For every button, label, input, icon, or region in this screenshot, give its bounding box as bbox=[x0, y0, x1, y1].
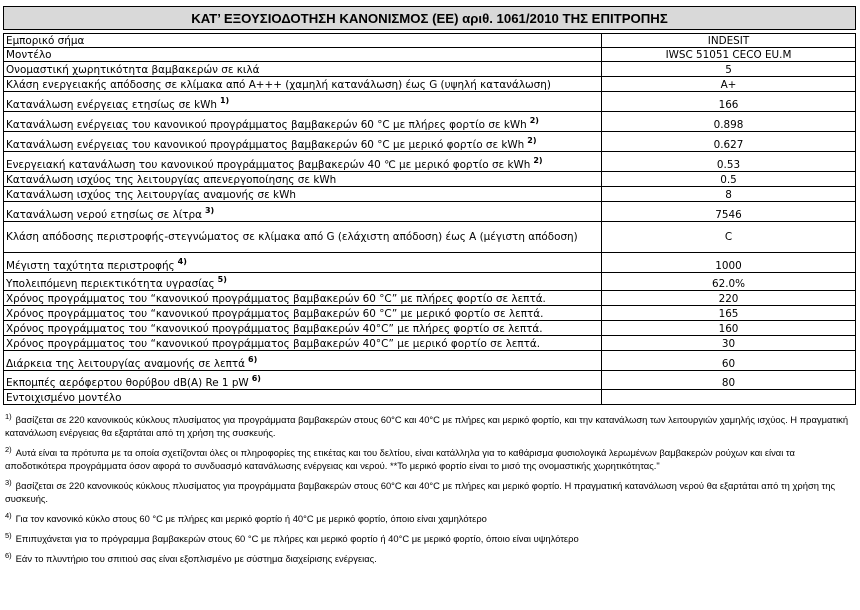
table-row bbox=[4, 62, 856, 77]
row-label-cell bbox=[4, 371, 602, 390]
row-label-cell bbox=[4, 253, 602, 273]
row-label: Ονομαστική χωρητικότητα βαμβακερών σε κιλά bbox=[6, 64, 260, 76]
footnote-text: Επιπυχάνεται για το πρόγραμμα βαμβακερών στους 60 °C με πλήρες και μερικό φορτίο ή 40°C με μερικό φορτίο, όποιο είναι υψηλότερο bbox=[15, 533, 579, 544]
row-label-cell bbox=[4, 336, 602, 351]
row-label: Κατανάλωση νερού ετησίως σε λίτρα bbox=[6, 209, 202, 221]
footnote-ref: 4) bbox=[177, 257, 187, 266]
row-label: Μέγιστη ταχύτητα περιστροφής bbox=[6, 260, 175, 272]
row-value: INDESIT bbox=[602, 34, 856, 48]
footnote-number: 6) bbox=[5, 551, 12, 560]
table-row bbox=[4, 222, 856, 253]
table-row bbox=[4, 202, 856, 222]
row-value: 160 bbox=[602, 321, 856, 336]
table-row bbox=[4, 306, 856, 321]
row-label: Κατανάλωση ενέργειας του κανονικού προγράμματος βαμβακερών 60 °C με μερικό φορτίο σε kWh bbox=[6, 139, 525, 151]
row-label: Εμπορικό σήμα bbox=[6, 35, 85, 47]
table-row bbox=[4, 321, 856, 336]
footnote bbox=[5, 446, 856, 472]
row-value: 8 bbox=[602, 187, 856, 202]
table-row bbox=[4, 172, 856, 187]
row-label: Κλάση απόδοσης περιστροφής-στεγνώματος σε κλίμακα από G (ελάχιστη απόδοση) έως A (μέγιστη απόδοση) bbox=[6, 231, 578, 243]
row-value: 80 bbox=[602, 371, 856, 390]
row-value: 1000 bbox=[602, 253, 856, 273]
table-row bbox=[4, 336, 856, 351]
row-value: 220 bbox=[602, 291, 856, 306]
table-row bbox=[4, 132, 856, 152]
row-label: Χρόνος προγράμματος του “κανονικού προγράμματος βαμβακερών 40°C” με μερικό φορτίο σε λεπτά. bbox=[6, 338, 541, 350]
table-row bbox=[4, 253, 856, 273]
row-label: Διάρκεια της λειτουργίας αναμονής σε λεπτά bbox=[6, 358, 246, 370]
footnote bbox=[5, 532, 856, 545]
footnote-text: Για τον κανονικό κύκλο στους 60 °C με πλήρες και μερικό φορτίο ή 40°C με μερικό φορτίο, όποιο είναι χαμηλότερο bbox=[15, 513, 487, 524]
table-row bbox=[4, 390, 856, 405]
footnote-number: 5) bbox=[5, 531, 12, 540]
footnote-text: βασίζεται σε 220 κανονικούς κύκλους πλυσίματος για προγράμματα βαμβακερών στους 60°C και 40°C με πλήρες και μερικό φορτίο. Η πραγματική κατανάλωση νερού θα εξαρτάται από τη χρήση της συσκευής. bbox=[5, 480, 835, 504]
table-row bbox=[4, 48, 856, 62]
row-label: Κατανάλωση ενέργειας ετησίως σε kWh bbox=[6, 99, 217, 111]
footnote-ref: 2) bbox=[533, 156, 543, 165]
row-value: 7546 bbox=[602, 202, 856, 222]
product-fiche bbox=[3, 6, 856, 572]
row-label: Υπολειπόμενη περιεκτικότητα υγρασίας bbox=[6, 278, 215, 290]
table-row bbox=[4, 77, 856, 92]
row-label: Χρόνος προγράμματος του “κανονικού προγράμματος βαμβακερών 40°C” με πλήρες φορτίο σε λεπτά. bbox=[6, 323, 543, 335]
table-row bbox=[4, 371, 856, 390]
table-row bbox=[4, 351, 856, 371]
row-value: 5 bbox=[602, 62, 856, 77]
row-label: Μοντέλο bbox=[6, 49, 52, 61]
footnote-ref: 6) bbox=[248, 355, 258, 364]
row-label-cell bbox=[4, 291, 602, 306]
row-label: Κατανάλωση ενέργειας του κανονικού προγράμματος βαμβακερών 60 °C με πλήρες φορτίο σε kWh bbox=[6, 119, 527, 131]
row-label: Χρόνος προγράμματος του “κανονικού προγράμματος βαμβακερών 60 °C” με μερικό φορτίο σε λεπτά. bbox=[6, 308, 544, 320]
table-row bbox=[4, 273, 856, 291]
row-label-cell bbox=[4, 92, 602, 112]
footnote-ref: 6) bbox=[251, 374, 261, 383]
row-value: A+ bbox=[602, 77, 856, 92]
row-value: 62.0% bbox=[602, 273, 856, 291]
row-label-cell bbox=[4, 306, 602, 321]
footnote bbox=[5, 552, 856, 565]
table-row bbox=[4, 152, 856, 172]
row-value bbox=[602, 390, 856, 405]
footnote-text: Εάν το πλυντήριο του σπιτιού σας είναι εξοπλισμένο με σύστημα διαχείρισης ενέργειας. bbox=[15, 553, 377, 564]
table-row bbox=[4, 34, 856, 48]
row-label-cell bbox=[4, 390, 602, 405]
row-label-cell bbox=[4, 321, 602, 336]
footnote-text: βασίζεται σε 220 κανονικούς κύκλους πλυσίματος για προγράμματα βαμβακερών στους 60°C και 40°C με πλήρες και μερικό φορτίο, και την κατανάλωση των λειτουργιών χαμηλής ισχύος. Η πραγματική κατανάλωση ενέργειας θα εξαρτάται από τη χρήση της συσκευής. bbox=[5, 414, 849, 438]
row-label: Χρόνος προγράμματος του “κανονικού προγράμματος βαμβακερών 60 °C” με πλήρες φορτίο σε λεπτά. bbox=[6, 293, 546, 305]
row-label: Ενεργειακή κατανάλωση του κανονικού προγράμματος βαμβακερών 40 ℃ με μερικό φορτίο σε kWh bbox=[6, 159, 531, 171]
footnote-number: 2) bbox=[5, 445, 12, 454]
footnote-ref: 1) bbox=[219, 96, 230, 105]
row-value: IWSC 51051 CECO EU.M bbox=[602, 48, 856, 62]
footnote-ref: 5) bbox=[217, 275, 227, 284]
footnote-text: Αυτά είναι τα πρότυπα με τα οποία σχετίζονται όλες οι πληροφορίες της ετικέτας και του δελτίου, είναι κατάλληλα για το καθάρισμα φυσιολογικά λερωμένων βαμβακερών ρούχων και είναι τα αποδοτικότερα προγράμματα όσον αφορά το συνδυασμό κατανάλωσης ενέργειας και νερού. **Το μερικό φορτίο είναι το μισό της ονομαστικής χωρητικότητας." bbox=[5, 447, 795, 471]
footnotes bbox=[3, 413, 856, 565]
row-label-cell bbox=[4, 222, 602, 253]
spec-table bbox=[3, 33, 856, 405]
row-label: Κατανάλωση ισχύος της λειτουργίας αναμονής σε kWh bbox=[6, 189, 296, 201]
fiche-title: ΚΑΤ’ ΕΞΟΥΣΙΟΔΟΤΗΣΗ ΚΑΝΟΝΙΣΜΟΣ (ΕΕ) αριθ. 1061/2010 ΤΗΣ ΕΠΙΤΡΟΠΗΣ bbox=[3, 6, 856, 30]
row-label-cell bbox=[4, 187, 602, 202]
row-label: Εντοιχισμένο μοντέλο bbox=[6, 392, 122, 404]
table-row bbox=[4, 92, 856, 112]
row-value: 166 bbox=[602, 92, 856, 112]
row-value: 60 bbox=[602, 351, 856, 371]
footnote-number: 1) bbox=[5, 412, 12, 421]
row-label: Εκπομπές αερόφερτου θορύβου dB(A) Re 1 pW bbox=[6, 377, 249, 389]
footnote bbox=[5, 512, 856, 525]
row-label-cell bbox=[4, 172, 602, 187]
row-value: 0.627 bbox=[602, 132, 856, 152]
row-label-cell bbox=[4, 34, 602, 48]
row-value: C bbox=[602, 222, 856, 253]
table-row bbox=[4, 187, 856, 202]
footnote-ref: 2) bbox=[529, 116, 539, 125]
footnote bbox=[5, 413, 856, 439]
table-row bbox=[4, 112, 856, 132]
table-row bbox=[4, 291, 856, 306]
footnote bbox=[5, 479, 856, 505]
row-value: 0.53 bbox=[602, 152, 856, 172]
row-label: Κατανάλωση ισχύος της λειτουργίας απενεργοποίησης σε kWh bbox=[6, 174, 337, 186]
row-label-cell bbox=[4, 112, 602, 132]
row-label-cell bbox=[4, 351, 602, 371]
footnote-number: 3) bbox=[5, 478, 12, 487]
row-value: 0.898 bbox=[602, 112, 856, 132]
row-value: 30 bbox=[602, 336, 856, 351]
footnote-number: 4) bbox=[5, 511, 12, 520]
row-label-cell bbox=[4, 62, 602, 77]
row-value: 165 bbox=[602, 306, 856, 321]
row-label: Κλάση ενεργειακής απόδοσης σε κλίμακα από A+++ (χαμηλή κατανάλωση) έως G (υψηλή κατανάλωση) bbox=[6, 79, 551, 91]
footnote-ref: 3) bbox=[204, 206, 215, 215]
row-label-cell bbox=[4, 77, 602, 92]
row-label-cell bbox=[4, 152, 602, 172]
row-label-cell bbox=[4, 48, 602, 62]
row-value: 0.5 bbox=[602, 172, 856, 187]
row-label-cell bbox=[4, 273, 602, 291]
row-label-cell bbox=[4, 132, 602, 152]
footnote-ref: 2) bbox=[527, 136, 537, 145]
row-label-cell bbox=[4, 202, 602, 222]
